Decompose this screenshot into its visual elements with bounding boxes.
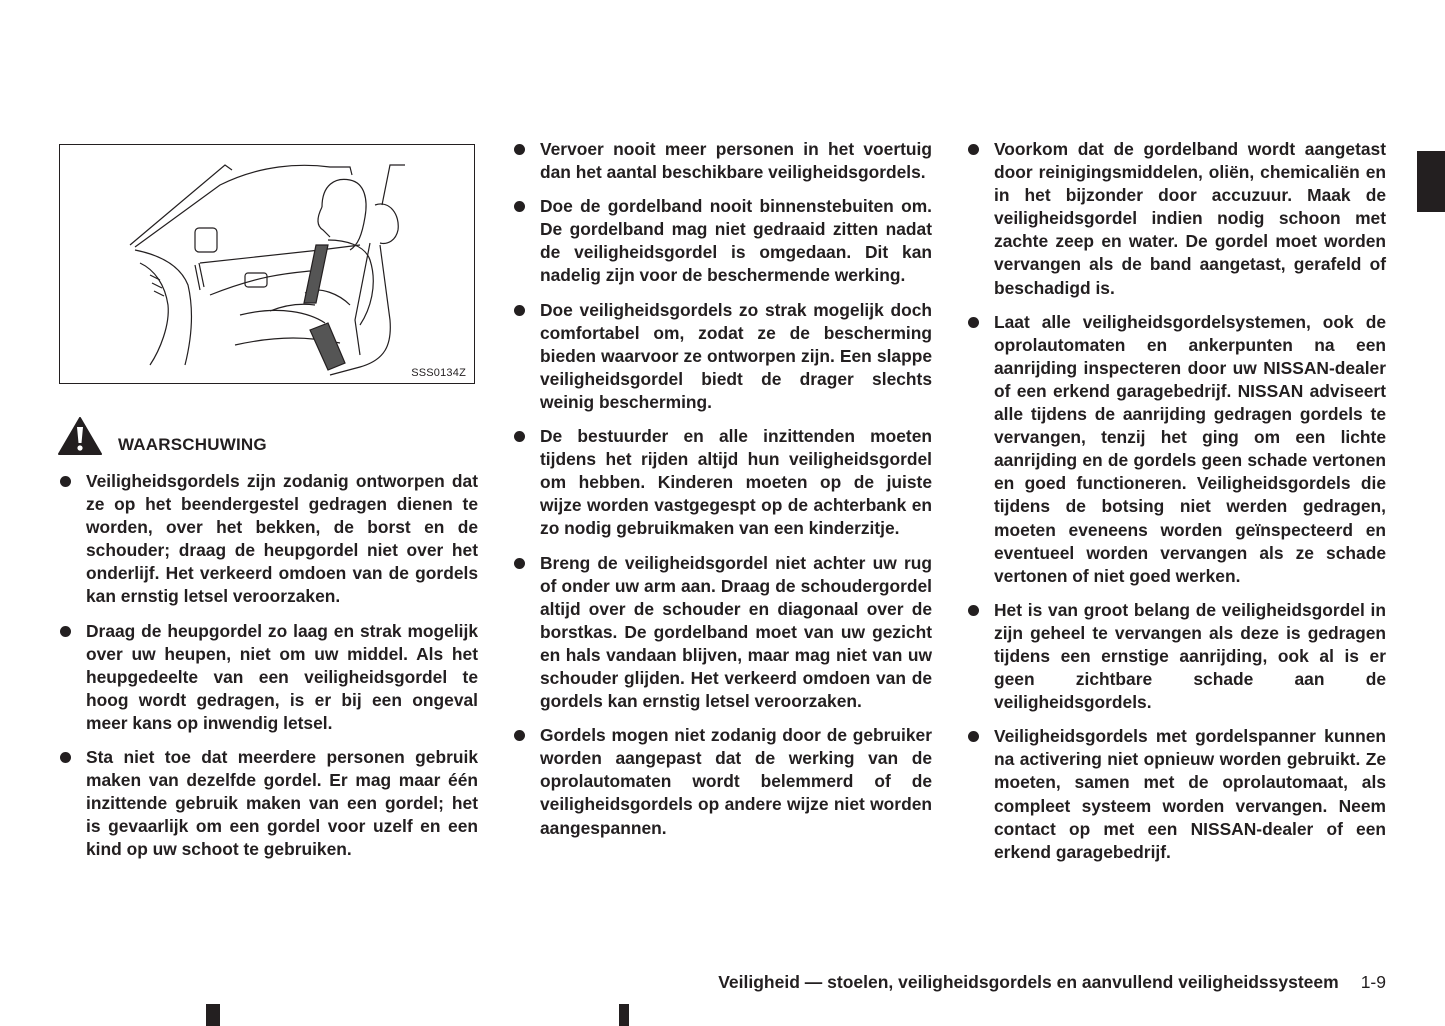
list-item (968, 311, 1386, 588)
bullet-icon (60, 476, 71, 487)
bullet-icon (60, 752, 71, 763)
page-number: 1-9 (1360, 972, 1386, 992)
bullet-icon (968, 605, 979, 616)
seatbelt-illustration (59, 144, 475, 384)
bullet-text: Doe veiligheidsgordels zo strak mogelijk doch comfortabel om, zodat ze de bescherming bieden waarvoor ze ontworpen zijn. Een slappe veiligheidsgordel biedt de drager slechts weinig bescherming. (540, 299, 932, 412)
warning-triangle-icon (58, 417, 102, 455)
bullet-icon (514, 558, 525, 569)
warning-list (514, 138, 932, 840)
chapter-thumb-tab (1417, 151, 1445, 212)
bullet-text: Sta niet toe dat meerdere personen gebruik maken van dezelfde gordel. Er mag maar één inzittende gebruik maken van een gordel; het is gevaarlijk om een gordel voor uzelf en een kind op uw schoot te gebruiken. (86, 747, 478, 860)
list-item (968, 725, 1386, 864)
bullet-icon (514, 431, 525, 442)
list-item (60, 746, 478, 861)
bullet-icon (60, 626, 71, 637)
bullet-text: Het is van groot belang de veiligheidsgordel in zijn geheel te vervangen als deze is gedragen tijdens een ernstige aanrijding, ook al is er geen zichtbare schade aan de veiligheidsgordels. (994, 599, 1386, 713)
warning-list (968, 138, 1386, 864)
bullet-text: De bestuurder en alle inzittenden moeten tijdens het rijden altijd hun veiligheidsgordel om hebben. Kinderen moeten op de juiste wijze worden vastgegespt op de achterbank en zo nodig gebruikmaken van een kinderzitje. (540, 426, 932, 539)
bullet-text: Draag de heupgordel zo laag en strak mogelijk over uw heupen, niet om uw middel. Als het heupgedeelte van een veiligheidsgordel te hoog wordt gedragen, is er bij een ongeval meer kans op inwendig letsel. (86, 620, 478, 733)
list-item (514, 425, 932, 540)
bullet-icon (514, 730, 525, 741)
list-item (968, 138, 1386, 300)
side-mirror (195, 228, 217, 252)
list-item (514, 138, 932, 184)
bullet-text: Gordels mogen niet zodanig door de gebruiker worden aangepast dat de werking van de oprolautomaten wordt belemmerd of de veiligheidsgordels op andere wijze niet worden aangespannen. (540, 725, 932, 838)
shoulder-belt (304, 245, 328, 303)
list-item (514, 299, 932, 414)
figure-code: SSS0134Z (411, 367, 466, 379)
list-item (60, 620, 478, 735)
page-footer (718, 972, 1386, 993)
bullet-icon (968, 731, 979, 742)
bullet-text: Doe de gordelband nooit binnenstebuiten om. De gordelband mag niet gedraaid zitten nadat de veiligheidsgordel is omgedaan. Dit kan nadelig zijn voor de beschermende werking. (540, 196, 932, 286)
warning-list (60, 470, 478, 873)
column-2 (514, 138, 932, 851)
bullet-icon (514, 305, 525, 316)
bullet-icon (968, 317, 979, 328)
bullet-text: Laat alle veiligheidsgordelsystemen, ook de oprolautomaten en ankerpunten na een aanrijding inspecteren door uw NISSAN-dealer of een erkend garagebedrijf. NISSAN adviseert alle tijdens de aanrijding gedragen gordels te vervangen, tenzij het ging om een lichte aanrijding en de gordels geen schade vertonen en goed functioneren. Veiligheidsgordels die tijdens de botsing niet werden gedragen, moeten eveneens worden geïnspecteerd en eventueel worden vervangen als ze schade vertonen of niet goed werken. (994, 311, 1386, 586)
list-item (514, 552, 932, 714)
bullet-icon (514, 201, 525, 212)
list-item (968, 599, 1386, 714)
crop-mark (619, 1004, 629, 1026)
warning-heading (58, 417, 267, 455)
list-item (60, 470, 478, 609)
bullet-text: Veiligheidsgordels zijn zodanig ontworpen dat ze op het beendergestel gedragen dienen te worden, over het bekken, de borst en de schouder; draag de heupgordel niet over het onderlijf. Het verkeerd omdoen van de gordels kan ernstig letsel veroorzaken. (86, 471, 478, 607)
list-item (514, 195, 932, 287)
lap-belt (310, 323, 345, 370)
crop-mark (206, 1004, 220, 1026)
seated-occupant-drawing (60, 145, 474, 383)
list-item (514, 724, 932, 839)
bullet-icon (514, 144, 525, 155)
section-title: Veiligheid — stoelen, veiligheidsgordels en aanvullend veiligheidssysteem (718, 972, 1339, 992)
bullet-text: Veiligheidsgordels met gordelspanner kunnen na activering niet opnieuw worden gebruikt. Ze moeten, samen met de oprolautomaat, als compleet systeem worden vervangen. Neem contact op met een NISSAN-dealer of een erkend garagebedrijf. (994, 726, 1386, 862)
bullet-icon (968, 144, 979, 155)
warning-title: WAARSCHUWING (118, 435, 267, 454)
bullet-text: Voorkom dat de gordelband wordt aangetast door reinigingsmiddelen, oliën, chemicaliën en in het bijzonder door accuzuur. Maak de veiligheidsgordel indien nodig schoon met zachte zeep en water. De gordel moet worden vervangen als de band aangetast, gerafeld of beschadigd is. (994, 139, 1386, 298)
column-3 (968, 138, 1386, 875)
bullet-text: Vervoer nooit meer personen in het voertuig dan het aantal beschikbare veiligheidsgordels. (540, 139, 932, 183)
bullet-text: Breng de veiligheidsgordel niet achter uw rug of onder uw arm aan. Draag de schoudergordel altijd over de schouder en diagonaal over de borstkas. De gordelband moet van uw gezicht en hals vandaan blijven, maar mag niet van uw schouder glijden. Het verkeerd omdoen van de gordels kan ernstig letsel veroorzaken. (540, 552, 932, 712)
